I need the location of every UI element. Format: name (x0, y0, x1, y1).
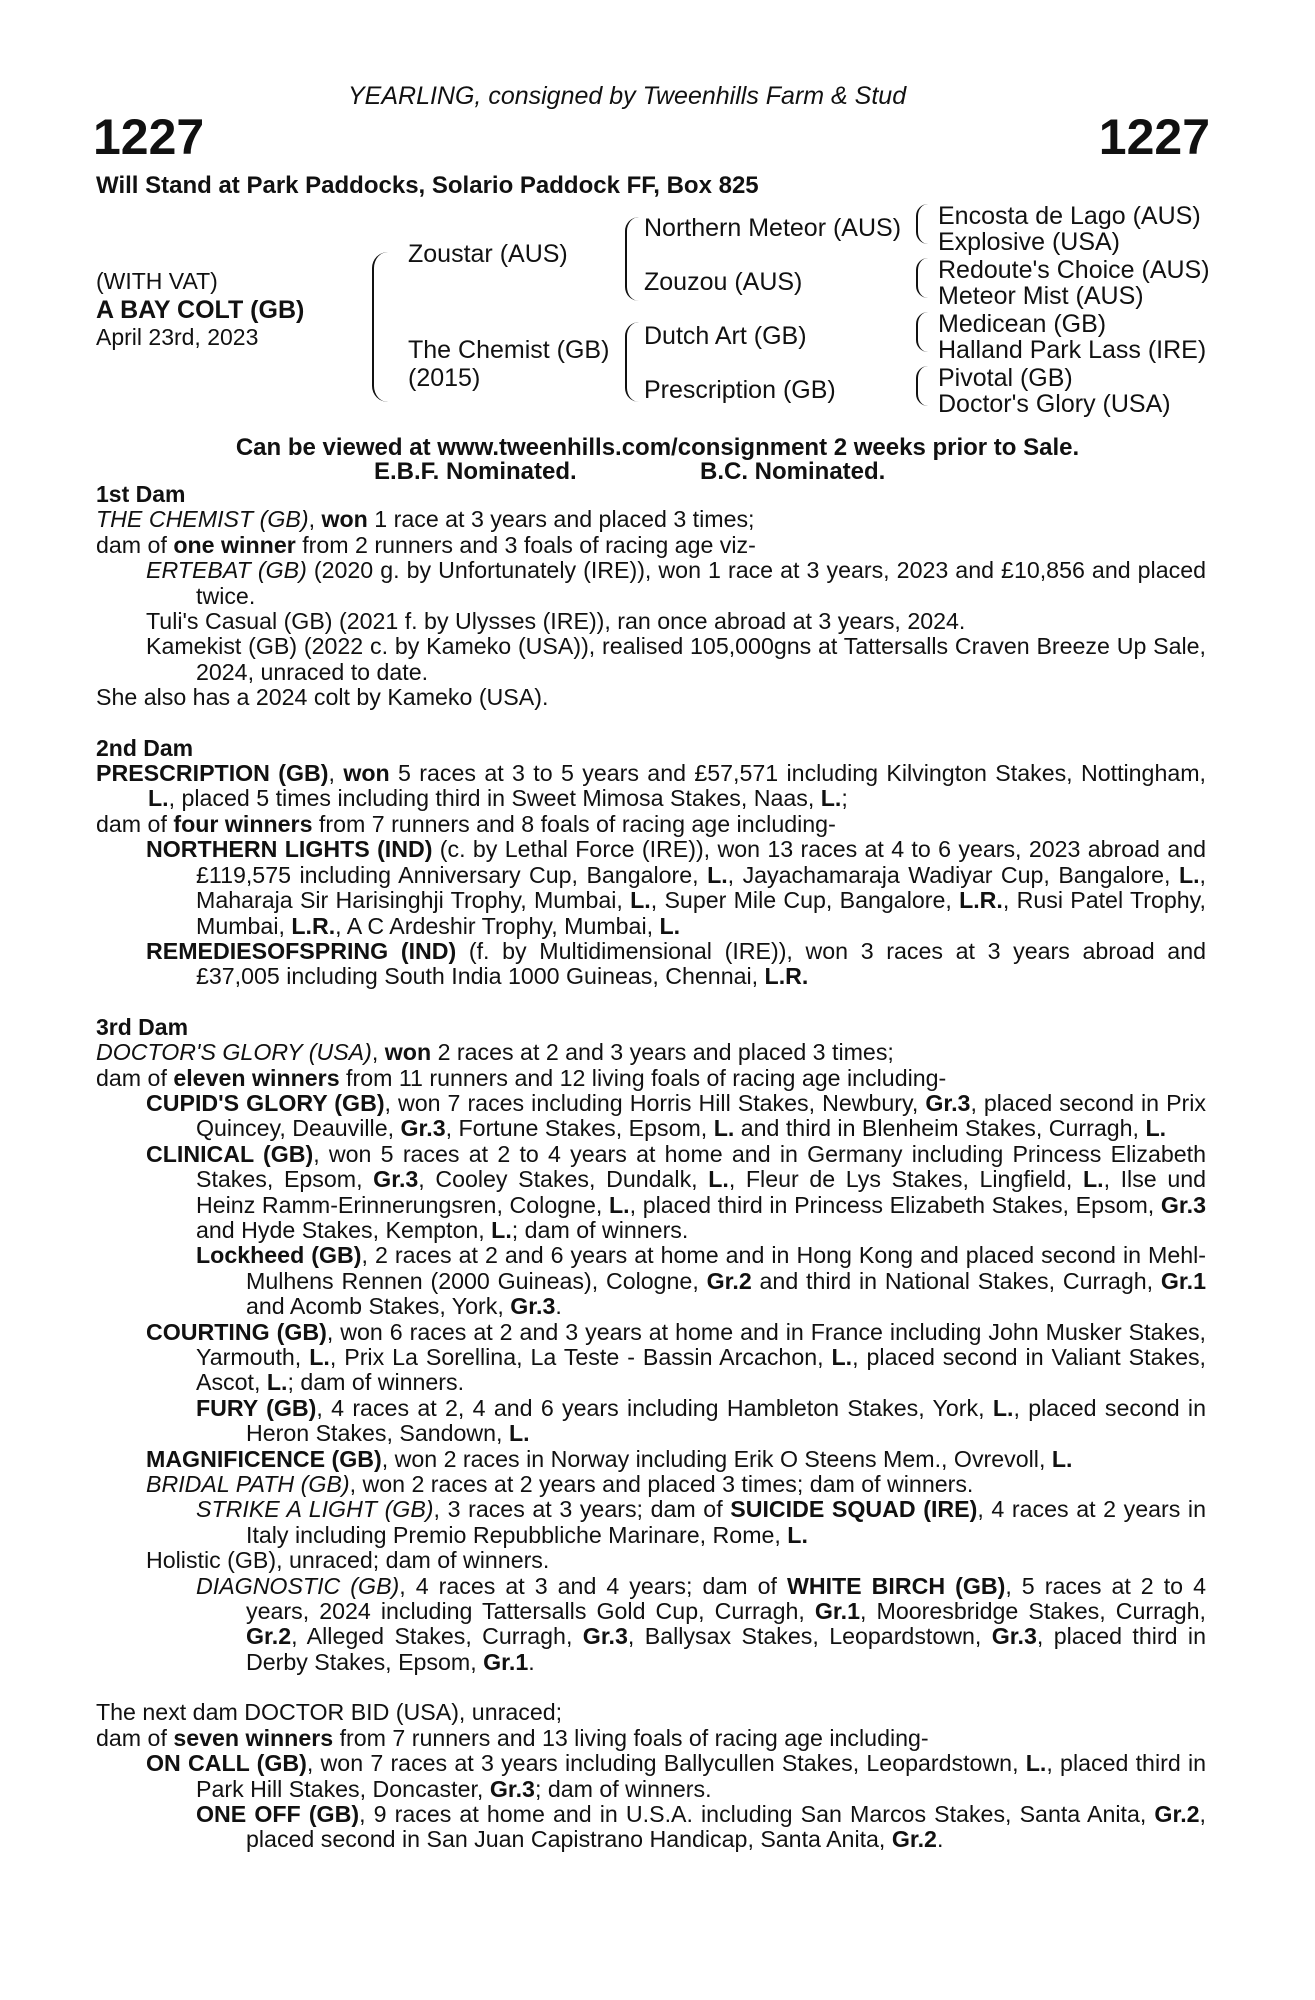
record-paragraph: dam of four winners from 7 runners and 8 foals of racing age including- (96, 810, 836, 837)
record-paragraph: STRIKE A LIGHT (GB), 3 races at 3 years; dam of SUICIDE SQUAD (IRE), 4 races at 2 years in Italy including Premio Repubbliche Marinare, Rome, L. (196, 1496, 1206, 1548)
record-paragraph: REMEDIESOFSPRING (IND) (f. by Multidimensional (IRE)), won 3 races at 3 years abroad and £37,005 including South India 1000 Guineas, Chennai, L.R. (146, 937, 1206, 990)
record-paragraph: COURTING (GB), won 6 races at 2 and 3 years at home and in France including John Musker Stakes, Yarmouth, L., Prix La Sorellina, La Teste - Bassin Arcachon, L., placed second in Valiant Stakes, Ascot, L.; dam of winners. (146, 1318, 1207, 1396)
section-gap (96, 1675, 1206, 1700)
pedigree-bracket-g2 (916, 258, 928, 298)
ebf-note: E.B.F. Nominated. (374, 458, 577, 485)
record-paragraph: She also has a 2024 colt by Kameko (USA). (96, 684, 549, 711)
record-paragraph: BRIDAL PATH (GB), won 2 races at 2 years and placed 3 times; dam of winners. (146, 1471, 974, 1498)
pedigree-dam-sire: Dutch Art (GB) (644, 322, 807, 350)
section-heading: 1st Dam (96, 481, 186, 507)
record-paragraph: The next dam DOCTOR BID (USA), unraced; (96, 1699, 563, 1726)
lot-number-right: 1227 (1098, 109, 1210, 165)
record-paragraph: NORTHERN LIGHTS (IND) (c. by Lethal Force (IRE)), won 13 races at 4 to 6 years, 2023 abroad and £119,575 including Anniversary Cup, Bangalore, L., Jayachamaraja Wadiyar Cup, Bangalore, L., Maharaja Sir Harisinghji Trophy, Mumbai, L., Super Mile Cup, Bangalore, L.R., Rusi Patel Trophy, Mumbai, L.R., A C Ardeshir Trophy, Mumbai, L. (146, 836, 1206, 939)
pedigree-g4: Meteor Mist (AUS) (938, 282, 1144, 310)
pedigree-body (96, 482, 1206, 1853)
pedigree-dam-year: (2015) (408, 364, 481, 392)
pedigree-bracket-g1 (916, 204, 928, 244)
section-heading: 3rd Dam (96, 1013, 189, 1040)
bc-note: B.C. Nominated. (700, 458, 886, 485)
record-paragraph: dam of seven winners from 7 runners and 13 living foals of racing age including- (96, 1724, 929, 1751)
section-gap (96, 990, 1206, 1015)
foaled-date: April 23rd, 2023 (96, 324, 259, 350)
pedigree-bracket-g3 (916, 312, 928, 352)
record-paragraph: PRESCRIPTION (GB), won 5 races at 3 to 5 years and £57,571 including Kilvington Stakes, Nottingham, L., placed 5 times including third in Sweet Mimosa Stakes, Naas, L.; (96, 760, 1206, 812)
vat-note: (WITH VAT) (96, 268, 218, 294)
pedigree-g2: Explosive (USA) (938, 228, 1120, 256)
pedigree-bracket-dam (625, 322, 639, 402)
pedigree-g1: Encosta de Lago (AUS) (938, 202, 1201, 230)
record-paragraph: MAGNIFICENCE (GB), won 2 races in Norway including Erik O Steens Mem., Ovrevoll, L. (146, 1445, 1073, 1472)
record-paragraph: dam of one winner from 2 runners and 3 foals of racing age viz- (96, 531, 756, 558)
pedigree-sire-sire: Northern Meteor (AUS) (644, 214, 902, 242)
record-paragraph: DIAGNOSTIC (GB), 4 races at 3 and 4 years; dam of WHITE BIRCH (GB), 5 races at 2 to 4 years, 2024 including Tattersalls Gold Cup, Curragh, Gr.1, Mooresbridge Stakes, Curragh, Gr.2, Alleged Stakes, Curragh, Gr.3, Ballysax Stakes, Leopardstown, Gr.3, placed third in Derby Stakes, Epsom, Gr.1. (196, 1572, 1206, 1675)
record-paragraph: CLINICAL (GB), won 5 races at 2 to 4 years at home and in Germany including Princess Elizabeth Stakes, Epsom, Gr.3, Cooley Stakes, Dundalk, L., Fleur de Lys Stakes, Lingfield, L., Ilse und Heinz Ramm-Erinnerungsren, Cologne, L., placed third in Princess Elizabeth Stakes, Epsom, Gr.3 and Hyde Stakes, Kempton, L.; dam of winners. (146, 1140, 1207, 1243)
record-paragraph: dam of eleven winners from 11 runners and 12 living foals of racing age including- (96, 1064, 947, 1091)
pedigree-dam: The Chemist (GB) (408, 336, 610, 364)
pedigree-g3: Redoute's Choice (AUS) (938, 256, 1210, 284)
record-paragraph: DOCTOR'S GLORY (USA), won 2 races at 2 and 3 years and placed 3 times; (96, 1039, 894, 1066)
record-paragraph: Lockheed (GB), 2 races at 2 and 6 years at home and in Hong Kong and placed second in Mehl-Mulhens Rennen (2000 Guineas), Cologne, Gr.2 and third in National Stakes, Curragh, Gr.1 and Acomb Stakes, York, Gr.3. (196, 1242, 1207, 1320)
pedigree-g7: Pivotal (GB) (938, 364, 1073, 392)
pedigree-g5: Medicean (GB) (938, 310, 1107, 338)
pedigree-bracket-g4 (916, 366, 928, 406)
pedigree-bracket-main (372, 252, 388, 402)
viewing-note: Can be viewed at www.tweenhills.com/consignment 2 weeks prior to Sale. (235, 434, 1080, 461)
record-paragraph: THE CHEMIST (GB), won 1 race at 3 years and placed 3 times; (96, 506, 755, 533)
record-paragraph: Holistic (GB), unraced; dam of winners. (146, 1547, 550, 1574)
pedigree-g8: Doctor's Glory (USA) (938, 390, 1171, 418)
consignment-header: YEARLING, consigned by Tweenhills Farm & Stud (348, 82, 907, 110)
pedigree-sire: Zoustar (AUS) (408, 240, 568, 268)
section-heading: 2nd Dam (96, 734, 194, 761)
pedigree-g6: Halland Park Lass (IRE) (938, 336, 1207, 364)
lot-number-left: 1227 (93, 109, 205, 165)
stand-location: Will Stand at Park Paddocks, Solario Paddock FF, Box 825 (96, 172, 759, 199)
record-paragraph: ON CALL (GB), won 7 races at 3 years including Ballycullen Stakes, Leopardstown, L., placed third in Park Hill Stakes, Doncaster, Gr.3; dam of winners. (146, 1750, 1206, 1802)
record-paragraph: ERTEBAT (GB) (2020 g. by Unfortunately (IRE)), won 1 race at 3 years, 2023 and £10,856 and placed twice. (146, 557, 1206, 609)
record-paragraph: ONE OFF (GB), 9 races at home and in U.S.A. including San Marcos Stakes, Santa Anita, Gr.2, placed second in San Juan Capistrano Handicap, Santa Anita, Gr.2. (196, 1800, 1206, 1853)
section-gap (96, 711, 1206, 736)
record-paragraph: Kamekist (GB) (2022 c. by Kameko (USA)), realised 105,000gns at Tattersalls Craven Breeze Up Sale, 2024, unraced to date. (146, 633, 1206, 685)
record-paragraph: FURY (GB), 4 races at 2, 4 and 6 years including Hambleton Stakes, York, L., placed second in Heron Stakes, Sandown, L. (196, 1394, 1206, 1447)
record-paragraph: CUPID'S GLORY (GB), won 7 races including Horris Hill Stakes, Newbury, Gr.3, placed second in Prix Quincey, Deauville, Gr.3, Fortune Stakes, Epsom, L. and third in Blenheim Stakes, Curragh, L. (146, 1089, 1206, 1142)
pedigree-bracket-sire (625, 217, 639, 301)
record-paragraph: Tuli's Casual (GB) (2021 f. by Ulysses (IRE)), ran once abroad at 3 years, 2024. (146, 608, 966, 635)
pedigree-sire-dam: Zouzou (AUS) (644, 268, 803, 296)
pedigree-dam-dam: Prescription (GB) (644, 376, 836, 404)
horse-description: A BAY COLT (GB) (96, 296, 305, 324)
